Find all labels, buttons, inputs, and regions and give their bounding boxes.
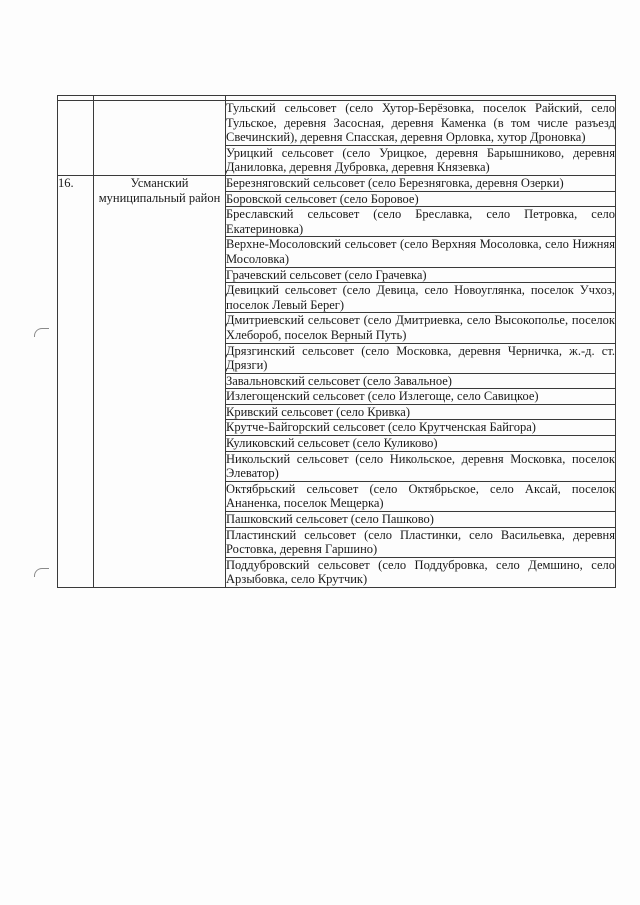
council-cell: Кривский сельсовет (село Кривка) [226,404,616,420]
table-row [58,101,616,146]
council-cell: Дмитриевский сельсовет (село Дмитриевка, село Высокополье, поселок Хлебороб, поселок Верный Путь) [226,313,615,342]
number-cell [58,101,94,176]
council-table [57,95,616,588]
margin-mark [34,568,49,577]
council-cell: Излегощенский сельсовет (село Излегоще, село Савицкое) [226,389,616,405]
council-cell: Пластинский сельсовет (село Пластинки, село Васильевка, деревня Ростовка, деревня Гаршино) [226,527,615,557]
council-cell: Грачевский сельсовет (село Грачевка) [226,267,616,283]
entry-number: 16. [58,175,94,587]
council-cell: Верхне-Мосоловский сельсовет (село Верхняя Мосоловка, село Нижняя Мосоловка) [226,237,615,266]
council-cell: Завальновский сельсовет (село Завальное) [226,373,616,389]
council-cell: Дрязгинский сельсовет (село Московка, деревня Черничка, ж.-д. ст. Дрязги) [226,343,615,373]
council-cell: Пашковский сельсовет (село Пашково) [226,512,616,528]
council-cell: Поддубровский сельсовет (село Поддубровка, село Демшино, село Арзыбовка, село Крутчик) [226,557,615,587]
council-table-body [58,96,616,588]
district-name: Усманский муниципальный район [94,175,226,587]
council-cell: Девицкий сельсовет (село Девица, село Новоуглянка, поселок Учхоз, поселок Левый Берег) [226,283,615,312]
margin-mark [34,328,49,337]
district-cell [94,101,226,176]
table-row [58,175,616,191]
council-cell: Тульский сельсовет (село Хутор-Берёзовка, поселок Райский, село Тульское, деревня Засосная, деревня Каменка (в том числе разъезд Свечинский), деревня Спасская, деревня Орловка, хутор Дроновка) [226,101,615,145]
council-cell: Крутче-Байгорский сельсовет (село Крутченская Байгора) [226,420,616,436]
council-cell: Боровской сельсовет (село Боровое) [226,191,616,207]
council-cell: Октябрьский сельсовет (село Октябрьское, село Аксай, поселок Ананенка, поселок Мещерка) [226,481,615,511]
council-cell: Урицкий сельсовет (село Урицкое, деревня Барышниково, деревня Даниловка, деревня Дубровка, деревня Князевка) [226,145,615,175]
council-cell: Березняговский сельсовет (село Березняговка, деревня Озерки) [226,175,616,191]
council-cell: Куликовский сельсовет (село Куликово) [226,436,616,452]
council-cell: Бреславский сельсовет (село Бреславка, село Петровка, село Екатериновка) [226,207,615,236]
council-cell: Никольский сельсовет (село Никольское, деревня Московка, поселок Элеватор) [226,451,615,481]
